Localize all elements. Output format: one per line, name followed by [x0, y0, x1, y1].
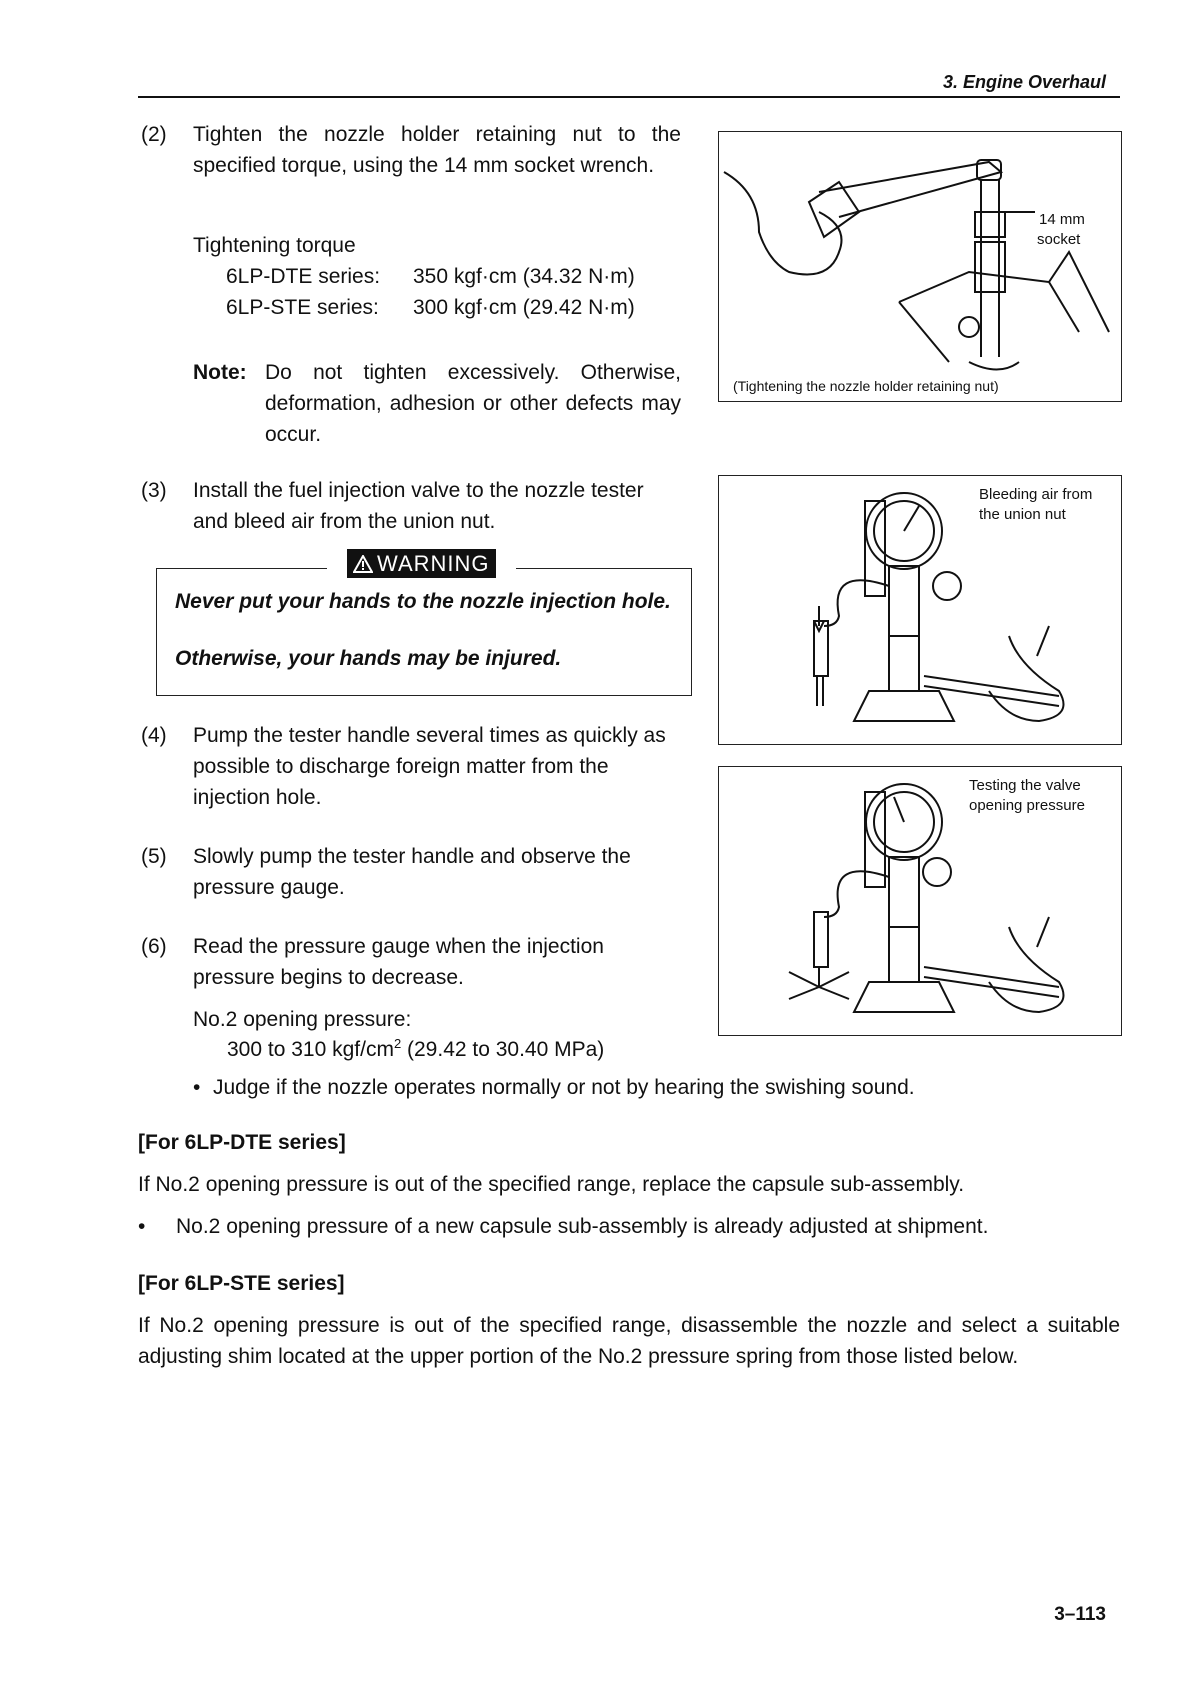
torque-series: 6LP-DTE series:	[226, 265, 381, 288]
warning-header	[327, 551, 516, 577]
torque-series: 6LP-STE series:	[226, 296, 379, 319]
torque-value: 300 kgf·cm (29.42 N·m)	[413, 296, 635, 319]
torque-value: 350 kgf·cm (34.32 N·m)	[413, 265, 635, 288]
step-5	[141, 841, 681, 905]
dte-bullet	[138, 1212, 1118, 1242]
warning-box	[156, 551, 692, 696]
warning-line-2: Otherwise, your hands may be injured.	[175, 647, 562, 670]
callout-size: 14 mm	[1039, 211, 1085, 228]
opening-pressure-value	[227, 1034, 604, 1065]
callout-testing: Testing the valve	[969, 777, 1081, 794]
section-title: 3. Engine Overhaul	[942, 72, 1106, 92]
step-number: (3)	[141, 479, 167, 502]
step-text: Slowly pump the tester handle and observe the pressure gauge.	[193, 845, 631, 899]
step-number: (5)	[141, 845, 167, 868]
opening-pressure-unit-exponent: 2	[393, 1036, 402, 1051]
header-rule	[138, 96, 1120, 98]
torque-wrench-illustration	[719, 132, 1121, 401]
bullet-text: No.2 opening pressure of a new capsule sub-assembly is already adjusted at shipment.	[176, 1215, 989, 1238]
bullet-dot: •	[138, 1215, 146, 1238]
bullet-dot: •	[193, 1076, 201, 1099]
swishing-sound-bullet	[193, 1073, 1113, 1103]
dte-heading: [For 6LP-DTE series]	[138, 1131, 346, 1154]
callout-union-nut: the union nut	[979, 506, 1066, 523]
figure-bleeding-air	[718, 475, 1122, 745]
warning-triangle-icon	[353, 555, 373, 573]
step-number: (2)	[141, 123, 167, 146]
page-number: 3–113	[1054, 1604, 1106, 1625]
torque-row-ste	[226, 292, 635, 323]
step-2	[141, 119, 681, 214]
torque-row-dte	[226, 261, 635, 292]
step-3	[141, 475, 681, 539]
step-number: (6)	[141, 935, 167, 958]
ste-text: If No.2 opening pressure is out of the specified range, disassemble the nozzle and select a suitable adjusting shim located at the upper portion of the No.2 pressure spring from those listed below.	[138, 1314, 1120, 1368]
callout-socket: socket	[1037, 231, 1081, 248]
step-number: (4)	[141, 724, 167, 747]
ste-heading: [For 6LP-STE series]	[138, 1272, 345, 1295]
callout-bleeding: Bleeding air from	[979, 486, 1093, 503]
opening-pressure-value-b: (29.42 to 30.40 MPa)	[401, 1038, 605, 1061]
torque-label: Tightening torque	[193, 234, 356, 257]
step-text: Install the fuel injection valve to the nozzle tester and bleed air from the union nut.	[193, 479, 644, 533]
opening-pressure-label: No.2 opening pressure:	[193, 1008, 412, 1031]
figure-testing-pressure	[718, 766, 1122, 1036]
note-label: Note:	[193, 361, 247, 384]
note-block	[193, 357, 681, 452]
step-4	[141, 720, 681, 815]
warning-label: WARNING	[377, 551, 490, 576]
warning-line-1: Never put your hands to the nozzle injection hole.	[175, 590, 671, 613]
dte-text: If No.2 opening pressure is out of the specified range, replace the capsule sub-assembly.	[138, 1173, 965, 1196]
note-text: Do not tighten excessively. Otherwise, deformation, adhesion or other defects may occur.	[265, 361, 681, 446]
opening-pressure-value-a: 300 to 310 kgf/cm	[227, 1038, 394, 1061]
callout-opening-pressure: opening pressure	[969, 797, 1085, 814]
bullet-text: Judge if the nozzle operates normally or not by hearing the swishing sound.	[213, 1076, 915, 1099]
step-text: Pump the tester handle several times as quickly as possible to discharge foreign matter from the injection hole.	[193, 724, 666, 809]
step-text: Tighten the nozzle holder retaining nut to the specified torque, using the 14 mm socket wrench.	[193, 123, 681, 177]
warning-badge	[347, 549, 496, 578]
step-text: Read the pressure gauge when the injection pressure begins to decrease.	[193, 935, 604, 989]
figure-torque-wrench	[718, 131, 1122, 402]
step-6	[141, 931, 681, 995]
figure-caption: (Tightening the nozzle holder retaining nut)	[733, 378, 999, 394]
